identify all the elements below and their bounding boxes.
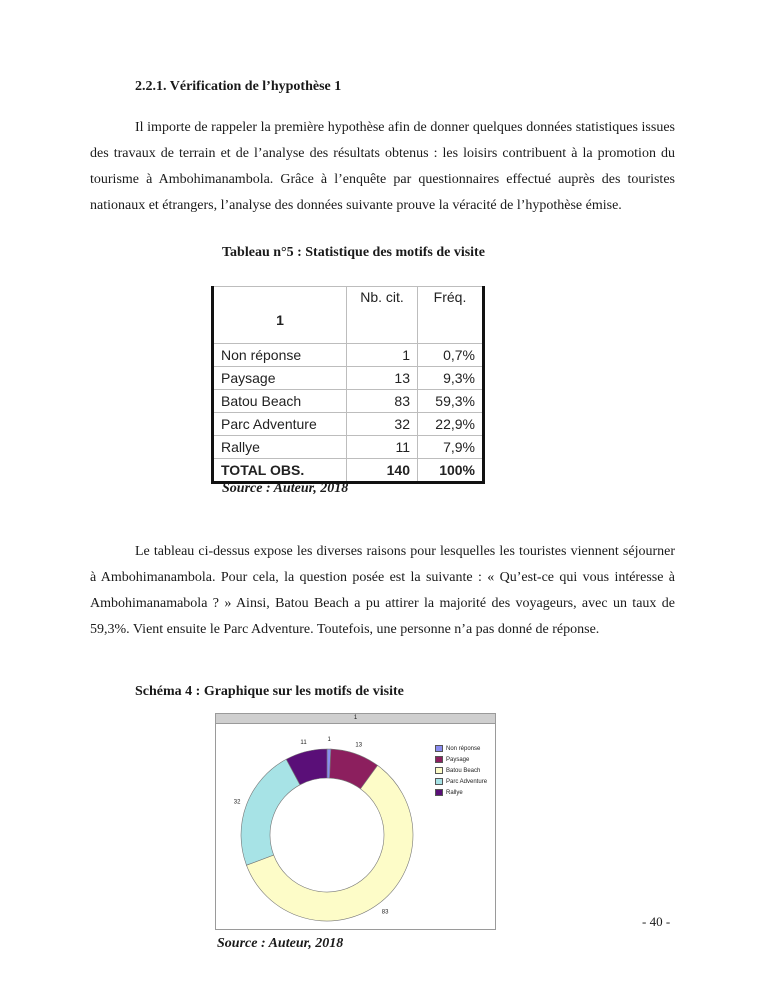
table-total-row: [213, 459, 484, 483]
paragraph-intro-text: Il importe de rappeler la première hypothèse afin de donner quelques données statistiques issues des travaux de terrain et de l’analyse des résultats obtenus : les loisirs contribuent à la promotion du tourisme à Ambohimanambola. Grâce à l’enquête par questionnaires effectué auprès des touristes nationaux et étrangers, l’analyse des données suivante prouve la véracité de l’hypothèse émise.: [90, 120, 675, 213]
legend-label: Batou Beach: [446, 767, 481, 774]
legend-label: Non réponse: [446, 745, 481, 752]
table-cell: 59,3%: [418, 390, 484, 413]
page-number: - 40 -: [642, 914, 671, 929]
table-row: [213, 390, 484, 413]
table-row: [213, 413, 484, 436]
legend-swatch: [435, 745, 443, 752]
legend-item: [435, 765, 487, 776]
table-cell: 11: [347, 436, 418, 459]
legend-swatch: [435, 756, 443, 763]
table-header-cell: Fréq.: [418, 287, 484, 344]
figure-caption: Schéma 4 : Graphique sur les motifs de visite: [135, 684, 404, 699]
paragraph-analysis: [90, 539, 675, 643]
table-cell: 13: [347, 367, 418, 390]
table-caption: Tableau n°5 : Statistique des motifs de visite: [222, 245, 485, 260]
legend-label: Rallye: [446, 789, 463, 796]
slice-value-label: 1: [327, 737, 331, 744]
legend-swatch: [435, 789, 443, 796]
table-cell: TOTAL OBS.: [213, 459, 347, 483]
table-cell: 22,9%: [418, 413, 484, 436]
chart-legend: [435, 743, 487, 798]
legend-item: [435, 743, 487, 754]
table-header-cell: 1: [213, 287, 347, 344]
table-header-cell: Nb. cit.: [347, 287, 418, 344]
table-cell: Paysage: [213, 367, 347, 390]
table-cell: 83: [347, 390, 418, 413]
legend-label: Parc Adventure: [446, 778, 488, 785]
donut-slice: [241, 759, 300, 865]
table-cell: Non réponse: [213, 344, 347, 367]
table-cell: Parc Adventure: [213, 413, 347, 436]
slice-value-label: 13: [355, 742, 363, 749]
legend-item: [435, 787, 487, 798]
stats-table: [211, 286, 485, 484]
table-cell: 32: [347, 413, 418, 436]
table-row: [213, 344, 484, 367]
slice-value-label: 11: [300, 739, 307, 746]
table-row: [213, 367, 484, 390]
legend-label: Paysage: [446, 756, 470, 763]
legend-item: [435, 754, 487, 765]
table-cell: Batou Beach: [213, 390, 347, 413]
paragraph-analysis-text: Le tableau ci-dessus expose les diverses raisons pour lesquelles les touristes viennent séjourner à Ambohimanambola. Pour cela, la question posée est la suivante : « Qu’est-ce qui vous intéresse à Ambohimanamabola ? » Ainsi, Batou Beach a pu attirer la majorité des voyageurs, avec un taux de 59,3%. Vient ensuite le Parc Adventure. Toutefois, une personne n’a pas donné de réponse.: [90, 544, 675, 637]
slice-value-label: 32: [233, 799, 241, 806]
table-header-row: [213, 287, 484, 344]
figure-source: Source : Auteur, 2018: [217, 936, 344, 951]
table-cell: 100%: [418, 459, 484, 483]
legend-swatch: [435, 778, 443, 785]
section-heading: 2.2.1. Vérification de l’hypothèse 1: [135, 79, 342, 94]
legend-item: [435, 776, 487, 787]
chart-title: 1: [216, 714, 495, 724]
table-cell: 7,9%: [418, 436, 484, 459]
table-cell: 140: [347, 459, 418, 483]
slice-value-label: 83: [381, 909, 389, 916]
table-cell: 1: [347, 344, 418, 367]
table-cell: Rallye: [213, 436, 347, 459]
table-source: Source : Auteur, 2018: [222, 481, 349, 496]
table-row: [213, 436, 484, 459]
table-cell: 9,3%: [418, 367, 484, 390]
table-cell: 0,7%: [418, 344, 484, 367]
paragraph-intro: [90, 115, 675, 219]
legend-swatch: [435, 767, 443, 774]
